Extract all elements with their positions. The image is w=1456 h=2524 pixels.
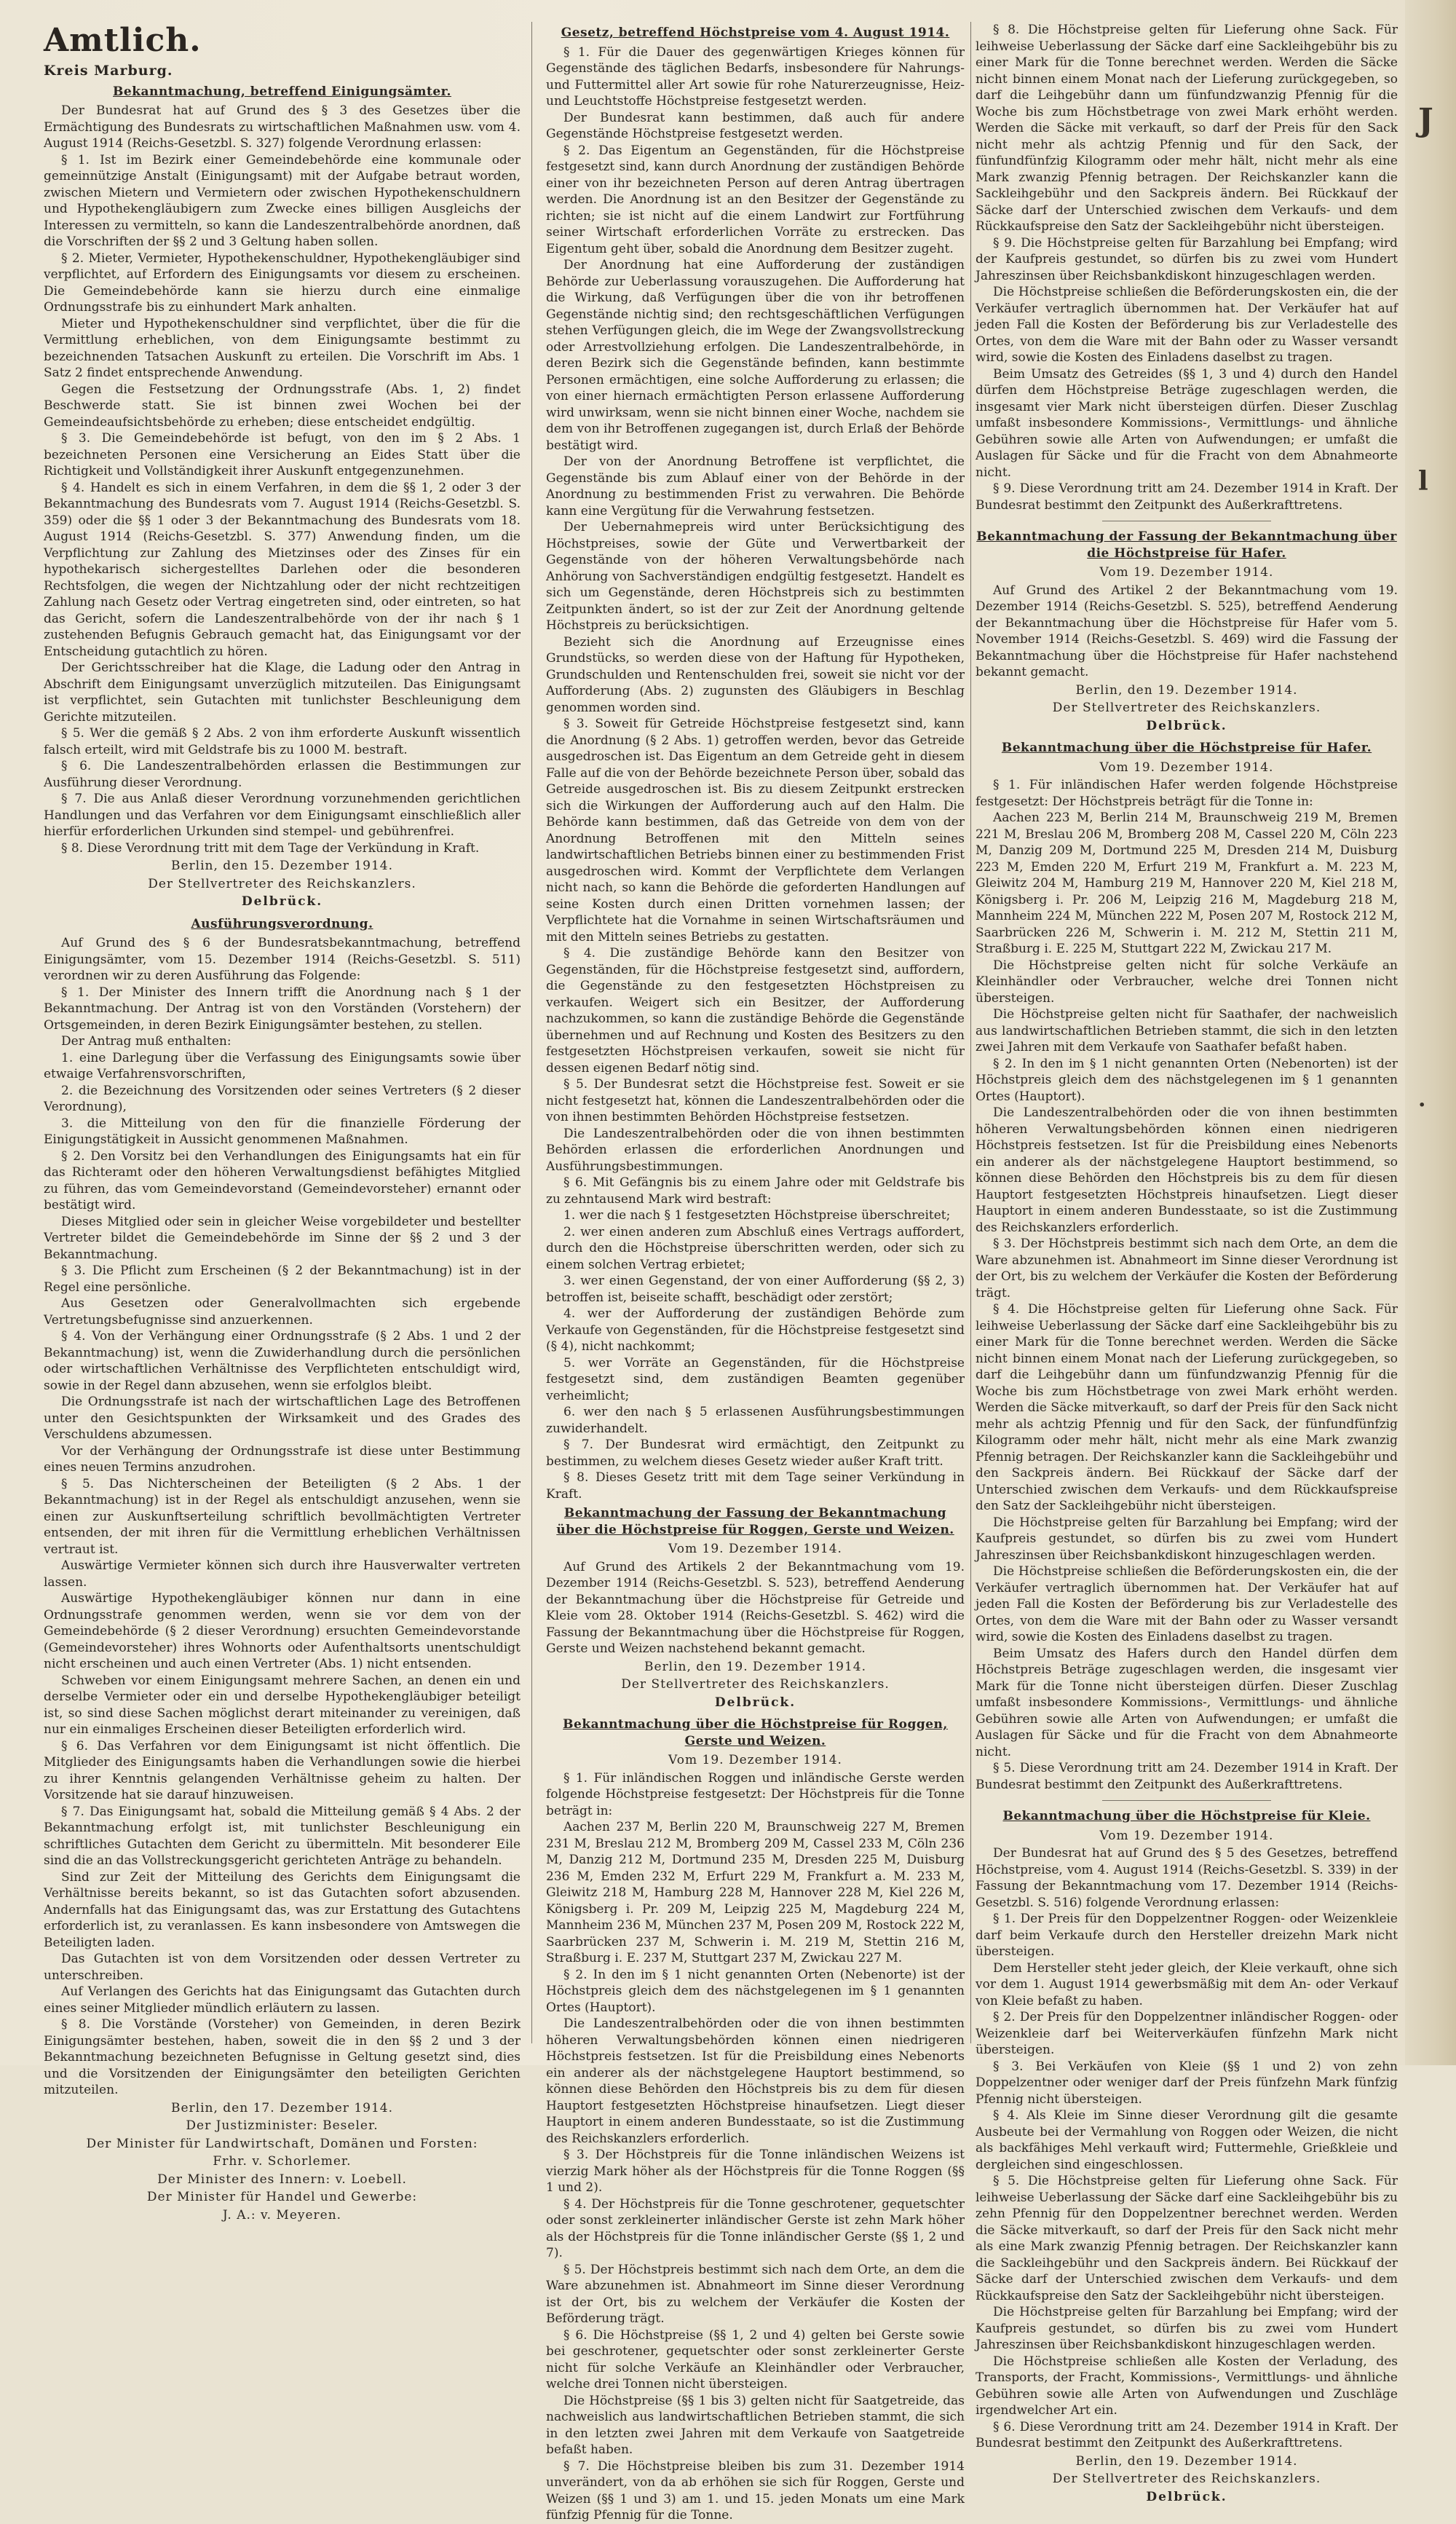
paragraph: Aachen 223 M, Berlin 214 M, Braunschweig 219 M, Bremen 221 M, Breslau 206 M, Bromberg 208 M, Cassel 220 M, Cöln 223 M, Danzig 209 M, Dortmund 225 M, Dresden 214 M, Duisburg 223 M, Emden 220 M, Erfurt 219 M, Frankfurt a. M. 223 M, Gleiwitz 204 M, Hamburg 219 M, Hannover 220 M, Kiel 218 M, Königsberg i. Pr. 206 M, Leipzig 216 M, Magdeburg 218 M, Mannheim 224 M, München 222 M, Posen 207 M, Rostock 212 M, Saarbrücken 226 M, Schwerin i. M. 212 M, Stettin 211 M, Straßburg i. E. 225 M, Stuttgart 222 M, Zwickau 217 M. [976, 811, 1398, 956]
paragraph: 5. wer Vorräte an Gegenständen, für die Höchstpreise festgesetzt sind, dem zuständigen Beamten gegenüber verheimlicht; [546, 1355, 965, 1403]
article-title: Gesetz, betreffend Höchstpreise vom 4. August 1914. [561, 25, 950, 40]
paragraph: § 2. Mieter, Vermieter, Hypothekenschuldner, Hypothekengläubiger sind verpflichtet, auf Erfordern des Einigungsamts vor diesem zu erscheinen. Die Gemeindebehörde kann sie hierzu durch eine einmalige Ordnungsstrafe bis zu einhundert Mark anhalten. [44, 251, 521, 315]
paragraph: § 8. Diese Verordnung tritt mit dem Tage der Verkündung in Kraft. [61, 840, 480, 856]
paragraph: § 6. Die Höchstpreise (§§ 1, 2 und 4) gelten bei Gerste sowie bei geschrotener, gequetschter oder sonst zerkleinerter Gerste nicht für solche Verkäufe an Kleinhändler oder Verbraucher, welche drei Tonnen nicht übersteigen. [546, 2327, 965, 2391]
paragraph: Gegen die Festsetzung der Ordnungsstrafe (Abs. 1, 2) findet Beschwerde statt. Sie ist binnen zwei Wochen bei der Gemeindeaufsichtsbehörde zu erheben; diese entscheidet endgültig. [44, 382, 521, 430]
separator [1102, 1800, 1271, 1801]
dateline: Der Minister des Innern: v. Loebell. [157, 2172, 407, 2187]
paragraph: 3. die Mitteilung von den für die finanzielle Förderung der Einigungstätigkeit in Aussicht genommenen Maßnahmen. [44, 1116, 521, 1147]
paragraph: § 3. Der Höchstpreis für die Tonne inländischen Weizens ist vierzig Mark höher als der Höchstpreis für die Tonne Roggen (§§ 1 und 2). [546, 2148, 965, 2195]
dateline: Der Stellvertreter des Reichskanzlers. [1052, 2472, 1321, 2486]
article-title: Bekanntmachung der Fassung der Bekanntmachung über die Höchstpreise für Roggen, Gerste und Weizen. [556, 1506, 954, 1537]
paragraph: Sind zur Zeit der Mitteilung des Gerichts dem Einigungsamt die Verhältnisse bereits bekannt, so ist das Gutachten sofort abzusenden. Andernfalls hat das Einigungsamt das, was zur Erstattung des Gutachtens erforderlich ist, zu veranlassen. Es kann insbesondere von Amtswegen die Beteiligten laden. [44, 1869, 521, 1950]
paragraph: § 5. Der Höchstpreis bestimmt sich nach dem Orte, an dem die Ware abzunehmen ist. Abnahmeort im Sinne dieser Verordnung ist der Ort, bis zu welchem der Verkäufer die Kosten der Beförderung trägt. [546, 2262, 965, 2326]
paragraph: § 2. Das Eigentum an Gegenständen, für die Höchstpreise festgesetzt sind, kann durch Anordnung der zuständigen Behörde einer von ihr bezeichneten Person auf deren Antrag übertragen werden. Die Anordnung ist an den Besitzer der Gegenstände zu richten; sie ist nicht auf die einem Landwirt zur Fortführung seiner Wirtschaft erforderlichen Vorräte zu erstrecken. Das Eigentum geht über, sobald die Anordnung dem Besitzer zugeht. [546, 143, 965, 256]
dateline: Der Stellvertreter des Reichskanzlers. [621, 1677, 890, 1692]
article-title: Bekanntmachung der Fassung der Bekanntmachung über die Höchstpreise für Hafer. [976, 529, 1397, 561]
section-masthead: Amtlich. [44, 22, 202, 59]
dateline: Berlin, den 15. Dezember 1914. [170, 859, 393, 873]
column-2 [546, 22, 965, 2523]
paragraph: § 1. Für inländischen Roggen und inländische Gerste werden folgende Höchstpreise festgesetzt: Der Höchstpreis für die Tonne beträgt in: [546, 1770, 965, 1818]
paragraph: Auswärtige Vermieter können sich durch ihre Hausverwalter vertreten lassen. [44, 1558, 521, 1590]
dateline: J. A.: v. Meyeren. [222, 2207, 342, 2223]
paragraph: 1. wer die nach § 1 festgesetzten Höchstpreise überschreitet; [563, 1208, 951, 1223]
edge-glyph: · [1418, 1092, 1426, 1118]
paragraph: Aachen 237 M, Berlin 220 M, Braunschweig 227 M, Bremen 231 M, Breslau 212 M, Bromberg 209 M, Cassel 233 M, Cöln 236 M, Danzig 212 M, Dortmund 235 M, Dresden 225 M, Duisburg 236 M, Emden 232 M, Erfurt 229 M, Frankfurt a. M. 233 M, Gleiwitz 218 M, Hamburg 228 M, Hannover 228 M, Kiel 226 M, Königsberg i. Pr. 209 M, Leipzig 225 M, Magdeburg 224 M, Mannheim 236 M, München 237 M, Posen 209 M, Rostock 222 M, Saarbrücken 237 M, Schwerin i. M. 219 M, Stettin 216 M, Straßburg i. E. 237 M, Stuttgart 237 M, Zwickau 227 M. [546, 1820, 965, 1965]
paragraph: 2. die Bezeichnung des Vorsitzenden oder seines Vertreters (§ 2 dieser Verordnung), [44, 1083, 521, 1114]
paragraph: § 4. Von der Verhängung einer Ordnungsstrafe (§ 2 Abs. 1 und 2 der Bekanntmachung) ist, wenn die Zuwiderhandlung durch die persönlichen oder wirtschaftlichen Verhältnisse des Verpflichteten entschuldigt wird, sowie in der Regel dann abzusehen, wenn sie erfolglos bleibt. [44, 1329, 521, 1393]
paragraph: Die Landeszentralbehörden oder die von ihnen bestimmten höheren Verwaltungsbehörden können einen niedrigeren Höchstpreis festsetzen. Ist für die Preisbildung eines Nebenorts ein anderer als der nächstgelegene Hauptort bestimmend, so können diese Behörden den Höchstpreis bis zu dem für diesen Hauptort festgesetzten Höchstpreis hinaufsetzen. Liegt dieser Hauptort in einem anderen Bundesstaate, so ist die Zustimmung des Reichskanzlers erforderlich. [976, 1105, 1398, 1235]
paragraph: Beim Umsatz des Getreides (§§ 1, 3 und 4) durch den Handel dürfen dem Höchstpreise Beträge zugeschlagen werden, die insgesamt vier Mark nicht übersteigen dürfen. Dieser Zuschlag umfaßt insbesondere Kommissions-, Vermittlungs- und ähnliche Gebühren sowie alle Arten von Aufwendungen; er umfaßt die Auslagen für Säcke und für die Fracht von dem Abnahmeorte nicht. [976, 366, 1398, 480]
paragraph: § 4. Handelt es sich in einem Verfahren, in dem die §§ 1, 2 oder 3 der Bekanntmachung des Bundesrats vom 7. August 1914 (Reichs-Gesetzbl. S. 359) oder die §§ 1 oder 3 der Bekanntmachung des Bundesrats vom 18. August 1914 (Reichs-Gesetzbl. S. 377) Anwendung finden, um die Verpflichtung zur Zahlung des Mietzinses oder des Zinses für ein hypothekarisch sichergestelltes Darlehen oder die besonderen Rechtsfolgen, die wegen der Nichtzahlung oder der nicht rechtzeitigen Zahlung nach Gesetz oder Vertrag eingetreten sind, oder eintreten, so hat das Gericht, sofern die Landeszentralbehörde von der ihr nach § 1 zustehenden Befugnis Gebrauch gemacht hat, das Einigungsamt vor der Entscheidung gutachtlich zu hören. [44, 480, 521, 659]
paragraph: § 7. Die Höchstpreise bleiben bis zum 31. Dezember 1914 unverändert, von da ab erhöhen sie sich für Roggen, Gerste und Weizen (§§ 1 und 3) am 1. und 15. jeden Monats um eine Mark fünfzig Pfennig für die Tonne. [546, 2458, 965, 2523]
paragraph: Auswärtige Hypothekengläubiger können nur dann in eine Ordnungsstrafe genommen werden, wenn sie vor dem von der Gemeindebehörde (§ 2 dieser Verordnung) ersuchten Gemeindevorstande (Gemeindevorsteher) ihres Wohnorts oder Aufenthaltsorts unentschuldigt nicht erscheinen und auch einen Vertreter (Abs. 1) nicht entsenden. [44, 1591, 521, 1671]
paragraph: § 5. Wer die gemäß § 2 Abs. 2 von ihm erforderte Auskunft wissentlich falsch erteilt, wird mit Geldstrafe bis zu 1000 M. bestraft. [44, 726, 521, 757]
paragraph: Die Höchstpreise gelten für Barzahlung bei Empfang; wird der Kaufpreis gestundet, so dürfen bis zu zwei vom Hundert Jahreszinsen über Reichsbankdiskont hinzugeschlagen werden. [976, 1515, 1398, 1563]
paragraph: § 3. Der Höchstpreis bestimmt sich nach dem Orte, an dem die Ware abzunehmen ist. Abnahmeort im Sinne dieser Verordnung ist der Ort, bis zu welchem der Verkäufer die Kosten der Beförderung trägt. [976, 1237, 1398, 1301]
edge-glyph: J [1418, 102, 1433, 139]
paragraph: § 6. Das Verfahren vor dem Einigungsamt ist nicht öffentlich. Die Mitglieder des Einigungsamts haben die Verhandlungen sowie die hierbei zu ihrer Kenntnis gelangenden Verhältnisse geheim zu halten. Der Vorsitzende hat sie darauf hinzuweisen. [44, 1738, 521, 1802]
column-1-body [44, 84, 521, 2224]
paragraph: Dieses Mitglied oder sein in gleicher Weise vorgebildeter und bestellter Vertreter bildet die Gemeindebehörde im Sinne der §§ 2 und 3 der Bekanntmachung. [44, 1214, 521, 1262]
paragraph: § 3. Die Gemeindebehörde ist befugt, von den im § 2 Abs. 1 bezeichneten Personen eine Versicherung an Eides Statt über die Richtigkeit und Vollständigkeit ihrer Auskunft entgegenzunehmen. [44, 431, 521, 478]
paragraph: § 6. Diese Verordnung tritt am 24. Dezember 1914 in Kraft. Der Bundesrat bestimmt den Zeitpunkt des Außerkrafttretens. [976, 2419, 1398, 2450]
paragraph: Der Gerichtsschreiber hat die Klage, die Ladung oder den Antrag in Abschrift dem Einigungsamt unverzüglich mitzuteilen. Das Einigungsamt ist verpflichtet, sein Gutachten mit tunlichster Beschleunigung dem Gerichte mitzuteilen. [44, 660, 521, 725]
dateline: Frhr. v. Schorlemer. [213, 2154, 352, 2169]
dateline: Der Minister für Handel und Gewerbe: [146, 2190, 418, 2204]
dateline: Vom 19. Dezember 1914. [1099, 1828, 1274, 1843]
dateline: Vom 19. Dezember 1914. [1099, 760, 1274, 775]
paragraph: § 2. In den im § 1 nicht genannten Orten (Nebenorten) ist der Höchstpreis gleich dem des nächstgelegenen im § 1 genannten Ortes (Hauptort). [976, 1056, 1398, 1104]
paragraph: Aus Gesetzen oder Generalvollmachten sich ergebende Vertretungsbefugnisse sind anzuerkennen. [44, 1296, 521, 1328]
dateline: Berlin, den 19. Dezember 1914. [1075, 682, 1298, 698]
column-divider [970, 22, 971, 2043]
paragraph: § 8. Die Höchstpreise gelten für Lieferung ohne Sack. Für leihweise Ueberlassung der Säcke darf eine Sackleihgebühr bis zu einer Mark für die Tonne berechnet werden. Werden die Säcke nicht binnen einem Monat nach der Lieferung zurückgegeben, so darf die Leihgebühr dann um fünfundzwanzig Pfennig für die Woche bis zum Höchstbetrage von zwei Mark erhöht werden. Werden die Säcke mit verkauft, so darf der Preis für den Sack nicht mehr als achtzig Pfennig und für den Sack, der fünfundfünfzig Kilogramm oder mehr hält, nicht mehr als eine Mark zwanzig Pfennig betragen. Der Reichskanzler kann die Sackleihgebühr und den Sackpreis ändern. Bei Rückkauf der Säcke darf der Unterschied zwischen dem Verkaufs- und dem Rückkaufspreise den Satz der Sackleihgebühr nicht übersteigen. [976, 23, 1398, 234]
paragraph: Bezieht sich die Anordnung auf Erzeugnisse eines Grundstücks, so werden diese von der Haftung für Hypotheken, Grundschulden und Rentenschulden frei, soweit sie nicht vor der Aufforderung (Abs. 2) zugunsten des Gläubigers in Beschlag genommen worden sind. [546, 634, 965, 715]
paragraph: § 1. Für die Dauer des gegenwärtigen Krieges können für Gegenstände des täglichen Bedarfs, insbesondere für Nahrungs- und Futtermittel aller Art sowie für rohe Naturerzeugnisse, Heiz- und Leuchtstoffe Höchstpreise festgesetzt werden. [546, 44, 965, 109]
paragraph: Auf Grund des Artikel 2 der Bekanntmachung vom 19. Dezember 1914 (Reichs-Gesetzbl. S. 525), betreffend Aenderung der Bekanntmachung über die Höchstpreise für Hafer vom 5. November 1914 (Reichs-Gesetzbl. S. 469) wird die Fassung der Bekanntmachung über die Höchstpreise für Hafer nachstehend bekannt gemacht. [976, 583, 1398, 679]
column-1 [44, 22, 521, 2223]
article-title: Bekanntmachung über die Höchstpreise für Hafer. [1001, 741, 1372, 755]
article-title: Bekanntmachung über die Höchstpreise für Kleie. [1002, 1809, 1371, 1823]
article-title: Bekanntmachung, betreffend Einigungsämter. [113, 84, 451, 99]
paragraph: Auf Verlangen des Gerichts hat das Einigungsamt das Gutachten durch eines seiner Mitglieder mündlich erläutern zu lassen. [44, 1984, 521, 2016]
paragraph: Die Höchstpreise gelten für Barzahlung bei Empfang; wird der Kaufpreis gestundet, so dürfen bis zu zwei vom Hundert Jahreszinsen über Reichsbankdiskont hinzugeschlagen werden. [976, 2305, 1398, 2352]
paragraph: § 4. Der Höchstpreis für die Tonne geschrotener, gequetschter oder sonst zerkleinerter inländischer Gerste ist zehn Mark höher als der Höchstpreis für die Tonne inländischer Gerste (§§ 1, 2 und 7). [546, 2196, 965, 2260]
paragraph: § 8. Dieses Gesetz tritt mit dem Tage seiner Verkündung in Kraft. [546, 1470, 965, 1502]
paragraph: § 3. Die Pflicht zum Erscheinen (§ 2 der Bekanntmachung) ist in der Regel eine persönliche. [44, 1263, 521, 1295]
column-divider [531, 22, 532, 2043]
signature: Delbrück. [241, 894, 323, 909]
paragraph: Die Ordnungsstrafe ist nach der wirtschaftlichen Lage des Betroffenen unter den Gesichtspunkten der Wirksamkeit und des Grades des Verschuldens abzumessen. [44, 1395, 521, 1442]
paragraph: § 7. Das Einigungsamt hat, sobald die Mitteilung gemäß § 4 Abs. 2 der Bekanntmachung erfolgt ist, mit tunlichster Beschleunigung ein schriftliches Gutachten dem Gericht zu übermitteln. Mit besonderer Eile sind die an das Vollstreckungsgericht gerichteten Anträge zu behandeln. [44, 1804, 521, 1868]
paragraph: 1. eine Darlegung über die Verfassung des Einigungsamts sowie über etwaige Verfahrensvorschriften, [44, 1050, 521, 1081]
paragraph: Dem Hersteller steht jeder gleich, der Kleie verkauft, ohne sich vor dem 1. August 1914 gewerbsmäßig mit dem An- oder Verkauf von Kleie befaßt zu haben. [976, 1960, 1398, 2008]
signature: Delbrück. [714, 1695, 796, 1710]
dateline: Der Stellvertreter des Reichskanzlers. [1052, 701, 1321, 715]
paragraph: § 5. Das Nichterscheinen der Beteiligten (§ 2 Abs. 1 der Bekanntmachung) ist in der Regel als entschuldigt anzusehen, wenn sie einen zur Auskunftserteilung schriftlich bevollmächtigten Vertreter entsenden, der mit ihren für die Vermittlung erheblichen Verhältnissen vertraut ist. [44, 1476, 521, 1557]
dateline: Vom 19. Dezember 1914. [668, 1542, 842, 1556]
dateline: Der Stellvertreter des Reichskanzlers. [148, 876, 416, 891]
article-title: Bekanntmachung über die Höchstpreise für Roggen, Gerste und Weizen. [563, 1717, 948, 1748]
paragraph: § 5. Der Bundesrat setzt die Höchstpreise fest. Soweit er sie nicht festgesetzt hat, können die Landeszentralbehörden oder die von ihnen bestimmten Behörden Höchstpreise festsetzen. [546, 1077, 965, 1124]
paragraph: § 1. Für inländischen Hafer werden folgende Höchstpreise festgesetzt: Der Höchstpreis beträgt für die Tonne in: [976, 778, 1398, 809]
paragraph: Die Landeszentralbehörden oder die von ihnen bestimmten Behörden erlassen die erforderlichen Anordnungen und Ausführungsbestimmungen. [546, 1126, 965, 1174]
paragraph: § 5. Die Höchstpreise gelten für Lieferung ohne Sack. Für leihweise Ueberlassung der Säcke darf eine Sackleihgebühr bis zu zehn Pfennig für den Doppelzentner berechnet werden. Werden die Säcke mitverkauft, so darf der Preis für den Sack nicht mehr als eine Mark zwanzig Pfennig betragen. Der Reichskanzler kann die Sackleihgebühr und den Sackpreis ändern. Bei Rückkauf der Säcke darf der Unterschied zwischen dem Verkaufs- und dem Rückkaufspreise den Satz der Sackleihgebühr nicht übersteigen. [976, 2174, 1398, 2303]
paragraph: Der von der Anordnung Betroffene ist verpflichtet, die Gegenstände bis zum Ablauf einer von der Behörde in der Anordnung zu bestimmenden Frist zu verwahren. Die Behörde kann eine Vergütung für die Verwahrung festsetzen. [546, 454, 965, 518]
paragraph: § 6. Die Landeszentralbehörden erlassen die Bestimmungen zur Ausführung dieser Verordnung. [44, 759, 521, 790]
paragraph: 4. wer der Aufforderung der zuständigen Behörde zum Verkaufe von Gegenständen, für die Höchstpreise festgesetzt sind (§ 4), nicht nachkommt; [546, 1306, 965, 1354]
signature: Delbrück. [1146, 2489, 1227, 2504]
dateline: Vom 19. Dezember 1914. [1099, 565, 1274, 580]
paragraph: § 2. Der Preis für den Doppelzentner inländischer Roggen- oder Weizenkleie darf bei Weiterverkäufen fünfzehn Mark nicht übersteigen. [976, 2010, 1398, 2057]
paragraph: Schweben vor einem Einigungsamt mehrere Sachen, an denen ein und derselbe Vermieter oder ein und derselbe Hypothekengläubiger beteiligt ist, so sind diese Sachen möglichst derart miteinander zu vereinigen, daß nur ein einmaliges Erscheinen dieser Beteiligten erforderlich wird. [44, 1673, 521, 1737]
edge-glyph: l [1418, 466, 1428, 497]
dateline: Der Minister für Landwirtschaft, Domänen und Forsten: [86, 2136, 478, 2151]
paragraph: Auf Grund des § 6 der Bundesratsbekanntmachung, betreffend Einigungsämter, vom 15. Dezember 1914 (Reichs-Gesetzbl. S. 511) verordnen wir zu deren Ausführung das Folgende: [44, 936, 521, 983]
paragraph: Die Höchstpreise schließen die Beförderungskosten ein, die der Verkäufer vertraglich übernommen hat. Der Verkäufer hat auf jeden Fall die Kosten der Beförderung bis zur Verladestelle des Ortes, von dem die Ware mit der Bahn oder zu Wasser versandt wird, sowie die Kosten des Einladens daselbst zu tragen. [976, 285, 1398, 365]
paragraph: § 6. Mit Gefängnis bis zu einem Jahre oder mit Geldstrafe bis zu zehntausend Mark wird bestraft: [546, 1175, 965, 1207]
paragraph: Die Höchstpreise gelten nicht für Saathafer, der nachweislich aus landwirtschaftlichen Betrieben stammt, die sich in den letzten zwei Jahren mit dem Verkaufe von Saathafer befaßt haben. [976, 1007, 1398, 1054]
paragraph: § 1. Ist im Bezirk einer Gemeindebehörde eine kommunale oder gemeinnützige Anstalt (Einigungsamt) mit der Aufgabe betraut worden, zwischen Mietern und Vermietern oder zwischen Hypothekenschuldnern und Hypothekengläubigern zum Zwecke eines billigen Ausgleichs der Interessen zu vermitteln, so kann die Landeszentralbehörde anordnen, daß die Vorschriften der §§ 2 und 3 Geltung haben sollen. [44, 152, 521, 249]
dateline: Berlin, den 17. Dezember 1914. [170, 2100, 393, 2115]
paragraph: Der Bundesrat kann bestimmen, daß auch für andere Gegenstände Höchstpreise festgesetzt werden. [546, 110, 965, 141]
paragraph: Beim Umsatz des Hafers durch den Handel dürfen dem Höchstpreis Beträge zugeschlagen werden, die insgesamt vier Mark für die Tonne nicht übersteigen dürfen. Dieser Zuschlag umfaßt insbesondere Kommissions-, Vermittlungs- und ähnliche Gebühren sowie alle Arten von Aufwendungen; er umfaßt die Auslagen für Säcke und für die Fracht von dem Abnahmeorte nicht. [976, 1646, 1398, 1759]
dateline: Vom 19. Dezember 1914. [668, 1753, 842, 1767]
column-3-body [976, 22, 1398, 2505]
article-title: Ausführungsverordnung. [191, 916, 373, 931]
paragraph: Der Bundesrat hat auf Grund des § 3 des Gesetzes über die Ermächtigung des Bundesrats zu wirtschaftlichen Maßnahmen usw. vom 4. August 1914 (Reichs-Gesetzbl. S. 327) folgende Verordnung erlassen: [44, 103, 521, 151]
paragraph: Die Höchstpreise schließen die Beförderungskosten ein, die der Verkäufer vertraglich übernommen hat. Der Verkäufer hat auf jeden Fall die Kosten der Beförderung bis zur Verladestelle des Ortes, von dem die Ware mit der Bahn oder zu Wasser versandt wird, sowie die Kosten des Einladens daselbst zu tragen. [976, 1564, 1398, 1644]
paragraph: § 5. Diese Verordnung tritt am 24. Dezember 1914 in Kraft. Der Bundesrat bestimmt den Zeitpunkt des Außerkrafttretens. [976, 1761, 1398, 1792]
paragraph: Auf Grund des Artikels 2 der Bekanntmachung vom 19. Dezember 1914 (Reichs-Gesetzbl. S. 523), betreffend Aenderung der Bekanntmachung über die Höchstpreise für Getreide und Kleie vom 28. Oktober 1914 (Reichs-Gesetzbl. S. 462) wird die Fassung der Bekanntmachung über die Höchstpreise für Roggen, Gerste und Weizen nachstehend bekannt gemacht. [546, 1559, 965, 1656]
district-heading: Kreis Marburg. [44, 63, 173, 79]
paragraph: § 4. Als Kleie im Sinne dieser Verordnung gilt die gesamte Ausbeute bei der Vermahlung von Roggen oder Weizen, die nicht als backfähiges Mehl verkauft wird; Futtermehle, Grießkleie und dergleichen sind eingeschlossen. [976, 2108, 1398, 2172]
signature: Delbrück. [1146, 718, 1227, 733]
dateline: Der Justizminister: Beseler. [186, 2118, 379, 2133]
column-3 [976, 22, 1398, 2504]
paragraph: § 9. Diese Verordnung tritt am 24. Dezember 1914 in Kraft. Der Bundesrat bestimmt den Zeitpunkt des Außerkrafttretens. [976, 481, 1398, 513]
paragraph: Die Landeszentralbehörden oder die von ihnen bestimmten höheren Verwaltungsbehörden können einen niedrigeren Höchstpreis festsetzen. Ist für die Preisbildung eines Nebenorts ein anderer als der nächstgelegene Hauptort bestimmend, so können diese Behörden den Höchstpreis bis zu dem für diesen Hauptort festgesetzten Höchstpreise hinaufsetzen. Liegt dieser Hauptort in einem anderen Bundesstaate, so ist die Zustimmung des Reichskanzlers erforderlich. [546, 2016, 965, 2146]
paragraph: § 7. Die aus Anlaß dieser Verordnung vorzunehmenden gerichtlichen Handlungen und das Verfahren vor dem Einigungsamt einschließlich aller hierfür erforderlichen Urkunden sind stempel- und gebührenfrei. [44, 792, 521, 839]
paragraph: § 2. Den Vorsitz bei den Verhandlungen des Einigungsamts hat ein für das Richteramt oder den höheren Verwaltungsdienst befähigtes Mitglied zu führen, das vom Gemeindevorstand (Gemeindevorsteher) ernannt oder bestätigt wird. [44, 1148, 521, 1212]
paragraph: § 2. In den im § 1 nicht genannten Orten (Nebenorte) ist der Höchstpreis gleich dem des nächstgelegenen im § 1 genannten Ortes (Hauptort). [546, 1967, 965, 2015]
adjacent-page-edge [1405, 0, 1456, 2065]
dateline: Berlin, den 19. Dezember 1914. [1075, 2453, 1298, 2469]
paragraph: Der Uebernahmepreis wird unter Berücksichtigung des Höchstpreises, sowie der Güte und Verwertbarkeit der Gegenstände von der höheren Verwaltungsbehörde nach Anhörung von Sachverständigen endgültig festgesetzt. Handelt es sich um Gegenstände, deren Höchstpreis sich zu bestimmten Zeitpunkten ändert, so ist der zur Zeit der Anordnung geltende Höchstpreis zu berücksichtigen. [546, 520, 965, 633]
paragraph: § 1. Der Preis für den Doppelzentner Roggen- oder Weizenkleie darf beim Verkaufe durch den Hersteller dreizehn Mark nicht übersteigen. [976, 1912, 1398, 1959]
paragraph: Vor der Verhängung der Ordnungsstrafe ist diese unter Bestimmung eines neuen Termins anzudrohen. [44, 1443, 521, 1475]
paragraph: Die Höchstpreise schließen alle Kosten der Verladung, des Transports, der Fracht, Kommissions-, Vermittlungs- und ähnliche Gebühren sowie alle Arten von Aufwendungen und Zuschläge irgendwelcher Art ein. [976, 2354, 1398, 2418]
paragraph: Das Gutachten ist von dem Vorsitzenden oder dessen Vertreter zu unterschreiben. [44, 1952, 521, 1983]
paragraph: Der Bundesrat hat auf Grund des § 5 des Gesetzes, betreffend Höchstpreise, vom 4. August 1914 (Reichs-Gesetzbl. S. 339) in der Fassung der Bekanntmachung vom 17. Dezember 1914 (Reichs-Gesetzbl. S. 516) folgende Verordnung erlassen: [976, 1846, 1398, 1910]
paragraph: 3. wer einen Gegenstand, der von einer Aufforderung (§§ 2, 3) betroffen ist, beiseite schafft, beschädigt oder zerstört; [546, 1274, 965, 1305]
paragraph: Mieter und Hypothekenschuldner sind verpflichtet, über die für die Vermittlung erheblichen, von dem Einigungsamte bestimmt zu bezeichnenden Tatsachen Auskunft zu erteilen. Die Vorschrift im Abs. 1 Satz 2 findet entsprechende Anwendung. [44, 316, 521, 380]
paragraph: § 8. Die Vorstände (Vorsteher) von Gemeinden, in deren Bezirk Einigungsämter bestehen, haben, soweit die in den §§ 2 und 3 der Bekanntmachung bezeichneten Befugnisse in Geltung gesetzt sind, dies und die Vorsitzenden der Einigungsämter den beteiligten Gerichten mitzuteilen. [44, 2017, 521, 2097]
paragraph: Der Anordnung hat eine Aufforderung der zuständigen Behörde zur Ueberlassung vorauszugehen. Die Aufforderung hat die Wirkung, daß Verfügungen über die von ihr betroffenen Gegenstände nichtig sind; den rechtsgeschäftlichen Verfügungen stehen Verfügungen gleich, die im Wege der Zwangsvollstreckung oder Arrestvollziehung erfolgen. Die Landeszentralbehörde, in deren Bezirk sich die Gegenstände befinden, kann bestimmte Personen ermächtigen, eine solche Aufforderung zu erlassen; die von einer hiernach ermächtigten Person erlassene Aufforderung wird unwirksam, wenn sie nicht binnen einer Woche, nachdem sie dem von ihr Betroffenen zugegangen ist, durch Erlaß der Behörde bestätigt wird. [546, 258, 965, 453]
paragraph: § 4. Die Höchstpreise gelten für Lieferung ohne Sack. Für leihweise Ueberlassung der Säcke darf eine Sackleihgebühr bis zu einer Mark für die Tonne berechnet werden. Werden die Säcke nicht binnen einem Monat nach der Lieferung zurückgegeben, so darf die Leihgebühr dann um fünfundzwanzig Pfennig für die Woche bis zum Höchstbetrage von zwei Mark erhöht werden. Werden die Säcke mitverkauft, so darf der Preis für den Sack nicht mehr als achtzig Pfennig und für den Sack, der fünfundfünfzig Kilogramm oder mehr hält, nicht mehr als eine Mark zwanzig Pfennig betragen. Der Reichskanzler kann die Sackleihgebühr und den Sackpreis ändern. Bei Rückkauf der Säcke darf der Unterschied zwischen dem Verkaufs- und dem Rückkaufspreise den Satz der Sackleihgebühr nicht übersteigen. [976, 1302, 1398, 1513]
dateline: Berlin, den 19. Dezember 1914. [644, 1659, 866, 1674]
paragraph: § 3. Soweit für Getreide Höchstpreise festgesetzt sind, kann die Anordnung (§ 2 Abs. 1) getroffen werden, bevor das Getreide ausgedroschen ist. Das Eigentum an dem Getreide geht in diesem Falle auf die von der Behörde bezeichnete Person über, sobald das Getreide ausgedroschen ist. Bis zu diesem Zeitpunkt erstrecken sich die Wirkungen der Aufforderung auch auf den Halm. Die Behörde kann bestimmen, daß das Getreide von dem von der Anordnung Betroffenen mit den Mitteln seines landwirtschaftlichen Betriebs binnen einer zu bestimmenden Frist ausgedroschen wird. Kommt der Verpflichtete dem Verlangen nicht nach, so kann die Behörde die geforderten Handlungen auf seine Kosten durch einen Dritten vornehmen lassen; der Verpflichtete hat die Vornahme in seinen Wirtschaftsräumen und mit den Mitteln seines Betriebs zu gestatten. [546, 717, 965, 944]
paragraph: 6. wer den nach § 5 erlassenen Ausführungsbestimmungen zuwiderhandelt. [546, 1405, 965, 1436]
paragraph: Die Höchstpreise gelten nicht für solche Verkäufe an Kleinhändler oder Verbraucher, welche drei Tonnen nicht übersteigen. [976, 958, 1398, 1006]
paragraph: § 3. Bei Verkäufen von Kleie (§§ 1 und 2) von zehn Doppelzentner oder weniger darf der Preis fünfzehn Mark fünfzig Pfennig nicht übersteigen. [976, 2059, 1398, 2107]
paragraph: Der Antrag muß enthalten: [61, 1034, 232, 1049]
paragraph: § 7. Der Bundesrat wird ermächtigt, den Zeitpunkt zu bestimmen, zu welchem dieses Gesetz wieder außer Kraft tritt. [546, 1438, 965, 1469]
paragraph: § 9. Die Höchstpreise gelten für Barzahlung bei Empfang; wird der Kaufpreis gestundet, so dürfen bis zu zwei vom Hundert Jahreszinsen über Reichsbankdiskont hinzugeschlagen werden. [976, 235, 1398, 283]
paragraph: § 1. Der Minister des Innern trifft die Anordnung nach § 1 der Bekanntmachung. Der Antrag ist von den Vorständen (Vorstehern) der Ortsgemeinden, in deren Bezirk Einigungsämter bestehen, zu stellen. [44, 985, 521, 1033]
column-2-body [546, 25, 965, 2524]
paragraph: Die Höchstpreise (§§ 1 bis 3) gelten nicht für Saatgetreide, das nachweislich aus landwirtschaftlichen Betrieben stammt, die sich in den letzten zwei Jahren mit dem Verkaufe von Saatgetreide befaßt haben. [546, 2393, 965, 2457]
paragraph: § 4. Die zuständige Behörde kann den Besitzer von Gegenständen, für die Höchstpreise festgesetzt sind, auffordern, die Gegenstände zu den festgesetzten Höchstpreisen zu verkaufen. Weigert sich ein Besitzer, der Aufforderung nachzukommen, so kann die zuständige Behörde die Gegenstände übernehmen und auf Rechnung und Kosten des Besitzers zu den festgesetzten Höchstpreisen verkaufen, soweit sie nicht für dessen eigenen Bedarf nötig sind. [546, 946, 965, 1076]
paragraph: 2. wer einen anderen zum Abschluß eines Vertrags auffordert, durch den die Höchstpreise überschritten werden, oder sich zu einem solchen Vertrag erbietet; [546, 1224, 965, 1272]
